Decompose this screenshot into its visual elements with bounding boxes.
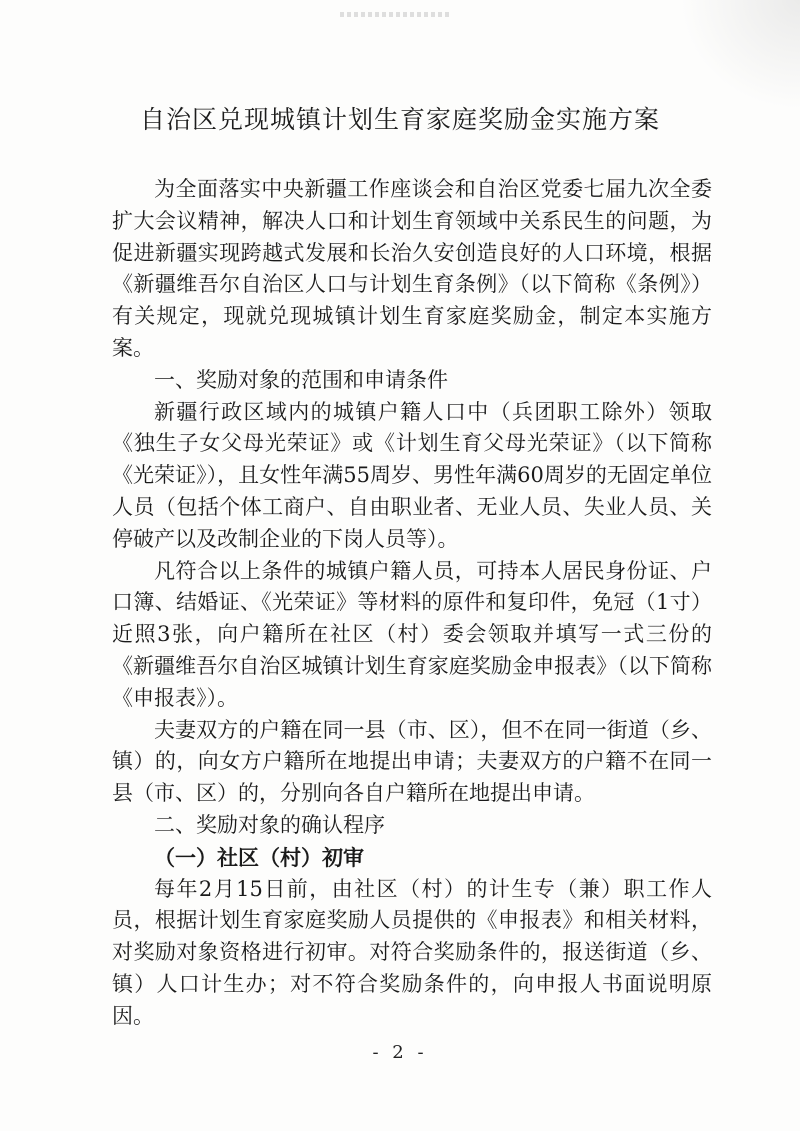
initial-review-paragraph: 每年2月15日前，由社区（村）的计生专（兼）职工作人员，根据计划生育家庭奖励人员提供的《申报表》和相关材料，对奖励对象资格进行初审。对符合奖励条件的，报送街道（乡、镇）人口计生办；对不符合奖励条件的，向申报人书面说明原因。 xyxy=(112,876,712,1028)
document-body xyxy=(112,174,712,1033)
document-title: 自治区兑现城镇计划生育家庭奖励金实施方案 xyxy=(139,105,660,134)
subsection-heading-1: （一）社区（村）初审 xyxy=(154,844,364,870)
intro-paragraph: 为全面落实中央新疆工作座谈会和自治区党委七届九次全委扩大会议精神，解决人口和计划生育领域中关系民生的问题，为促进新疆实现跨越式发展和长治久安创造良好的人口环境，根据《新疆维吾尔自治区人口与计划生育条例》（以下简称《条例》）有关规定，现就兑现城镇计划生育家庭奖励金，制定本实施方案。 xyxy=(112,177,712,360)
page-number: - 2 - xyxy=(372,1042,428,1063)
section-heading-1: 一、奖励对象的范围和申请条件 xyxy=(154,367,448,392)
scan-shadow xyxy=(680,0,800,110)
residence-rule-paragraph: 夫妻双方的户籍在同一县（市、区），但不在同一街道（乡、镇）的，向女方户籍所在地提出申请；夫妻双方的户籍不在同一县（市、区）的，分别向各自户籍所在地提出申请。 xyxy=(112,717,712,806)
section-heading-2: 二、奖励对象的确认程序 xyxy=(154,812,385,837)
scan-artifact xyxy=(340,12,450,17)
eligibility-paragraph: 新疆行政区域内的城镇户籍人口中（兵团职工除外）领取《独生子女父母光荣证》或《计划生育父母光荣证》（以下简称《光荣证》），且女性年满55周岁、男性年满60周岁的无固定单位人员（包括个体工商户、自由职业者、无业人员、失业人员、关停破产以及改制企业的下岗人员等）。 xyxy=(112,399,712,551)
application-materials-paragraph: 凡符合以上条件的城镇户籍人员，可持本人居民身份证、户口簿、结婚证、《光荣证》等材料的原件和复印件，免冠（1寸）近照3张，向户籍所在社区（村）委会领取并填写一式三份的《新疆维吾尔自治区城镇计划生育家庭奖励金申报表》（以下简称《申报表》）。 xyxy=(112,558,712,710)
